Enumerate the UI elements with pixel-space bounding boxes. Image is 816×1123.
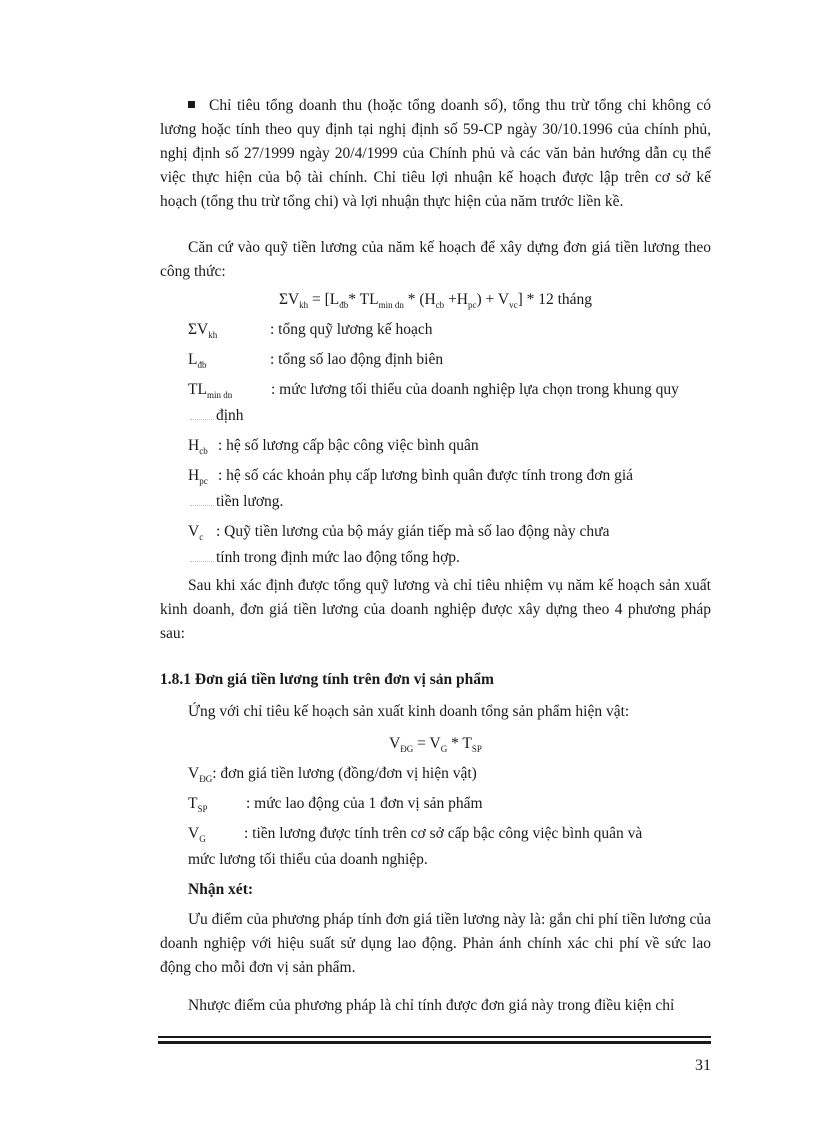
definition-row: $H_{pc}$ : hệ số các khoản phụ cấp lương bình quân được tính trong đơn giá <box>188 467 634 486</box>
definition-row: $L_{đb}$ : tổng số lao động định biên <box>188 351 444 370</box>
section-heading: 1.8.1 Đơn giá tiền lương tính trên đơn vị sản phẩm <box>160 671 494 688</box>
page-number: 31 <box>695 1057 711 1074</box>
bullet-paragraph: Chỉ tiêu tổng doanh thu (hoặc tổng doanh số), tổng thu trừ tổng chi không có lương hoặc tính theo quy định tại nghị định số 59-CP ngày 30/10.1996 của chính phủ, nghị định số 27/1999 ngày 20/4/1999 của Chính phủ và các văn bản hướng dẫn cụ thể việc thực hiện của bộ tài chính. Chỉ tiêu lợi nhuận kế hoạch được lập trên cơ sở kế hoạch (tổng thu trừ tổng chi) và lợi nhuận thực hiện của năm trước liền kề. <box>160 97 711 210</box>
square-bullet-icon <box>188 101 195 108</box>
definition-row: $T_{SP}$ : mức lao động của 1 đơn vị sản phẩm <box>188 795 483 814</box>
definition-row: $V_G$ : tiền lương được tính trên cơ sở cấp bậc công việc bình quân và <box>188 825 643 844</box>
definition-row: $V_c$ : Quỹ tiền lương của bộ máy gián tiếp mà số lao động này chưa <box>188 523 610 542</box>
definition-row: $\Sigma V_{kh}$ : tổng quỹ lương kế hoạch <box>188 321 433 340</box>
paragraph-product-plan: Ứng với chỉ tiêu kế hoạch sản xuất kinh doanh tổng sản phẩm hiện vật: <box>188 703 630 720</box>
paragraph-methods-intro: Sau khi xác định được tổng quỹ lương và chỉ tiêu nhiệm vụ năm kế hoạch sản xuất kinh doanh, đơn giá tiền lương của doanh nghiệp được xây dựng theo 4 phương pháp sau: <box>160 577 711 642</box>
footer-rule <box>158 1041 711 1044</box>
definition-row: $V_{ĐG}$: đơn giá tiền lương (đồng/đơn vị hiện vật) <box>188 765 477 784</box>
definition-continuation: mức lương tối thiểu của doanh nghiệp. <box>188 851 428 868</box>
footer-rule <box>158 1036 711 1038</box>
definition-row: $TL_{min dn}$ : mức lương tối thiểu của doanh nghiệp lựa chọn trong khung quy <box>188 381 679 400</box>
remark-label: Nhận xét: <box>188 881 254 898</box>
paragraph-advantages: Ưu điểm của phương pháp tính đơn giá tiền lương này là: gắn chi phí tiền lương của doanh nghiệp với hiệu suất sử dụng lao động. Phản ánh chính xác chi phí về sức lao động cho mỗi đơn vị sản phẩm. <box>160 911 711 976</box>
definition-continuation: định <box>190 404 710 428</box>
definition-continuation: tính trong định mức lao động tổng hợp. <box>190 546 710 570</box>
paragraph-formula-intro: Căn cứ vào quỹ tiền lương của năm kế hoạch để xây dựng đơn giá tiền lương theo công thức: <box>160 239 711 280</box>
definition-row: $H_{cb}$ : hệ số lương cấp bậc công việc bình quân <box>188 437 479 456</box>
definition-continuation: tiền lương. <box>190 490 710 514</box>
formula-total-fund: $\Sigma V_{kh} = [L_{đb}*$ $TL_{min dn} * (H_{cb} +H_{pc}) + V_{vc}] * 12$ tháng <box>278 291 593 310</box>
paragraph-disadvantages: Nhược điểm của phương pháp là chỉ tính được đơn giá này trong điều kiện chỉ <box>188 997 675 1014</box>
formula-unit-price: $V_{ĐG} = V_G * T_{SP}$ <box>389 735 482 754</box>
